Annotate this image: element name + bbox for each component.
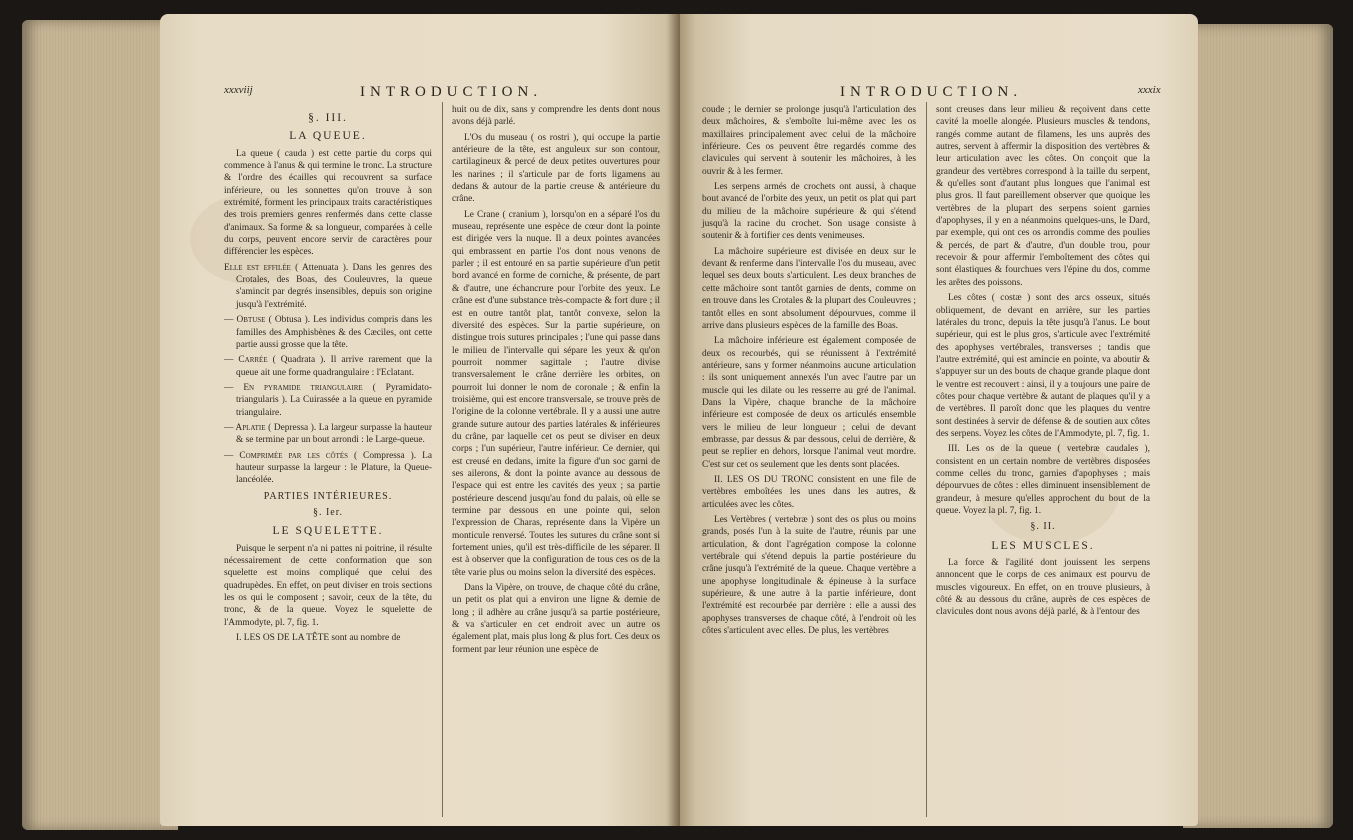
list-item: — Carrée ( Quadrata ). Il arrive rarement que la queue ait une forme quadrangulaire : l'Eclatant. (224, 355, 432, 378)
right-page-edges (1183, 24, 1333, 828)
paragraph: Les Vertèbres ( vertebræ ) sont des os plus ou moins grands, posés l'un à la suite de l'autre, réunis par une articulation, & dont l'agrégation compose la colonne vertébrale qui s'étend depuis la partie postérieure du crâne jusqu'à l'extrémité de la queue. Chaque vertèbre a une apophyse longitudinale & épineuse à la surface supérieure, & une autre à la partie inférieure, dont l'extrémité est recourbée par derrière : elle a aussi des apophyses transverses de chaque côté, à l'endroit où les côtes s'articulent avec elles. De plus, les vertèbres (702, 515, 916, 637)
paragraph: Le Crane ( cranium ), lorsqu'on en a séparé l'os du museau, représente une espèce de cœur dont la pointe est dirigée vers la nuque. Il a deux pointes avancées qui embrassent en partie l'os dont nous venons de parler ; il est entouré en sa partie supérieure d'un petit bord avancé en forme de corniche, & présente, de part & d'autre, une échancrure pour l'orbite des yeux. Le crâne est d'une substance très-compacte & fort dure ; il est en outre tantôt plat, tantôt convexe, selon la diversité des espèces. Sur la partie supérieure, on distingue trois sutures principales ; l'une qui passe dans le milieu de l'intervalle qui sépare les yeux & qu'on pourroit nommer sagittale ; l'autre divise transversalement le crâne derrière les orbites, on pourroit lui donner le nom de coronale ; & enfin la troisième, qui est encore transversale, se trouve près de l'origine de la colonne vertébrale. Il y a aussi une autre grande suture autour des parties latérales & inférieures du crâne, par laquelle cet os peut se diviser en deux corps ; l'un supérieur, l'autre inférieur. Ce dernier, qui est creusé en dedans, imite la figure d'un soc garni de ses ailerons, & dont la pointe avance au dessous de l'espace qui est entre les cavités des yeux ; sa partie postérieure descend jusqu'au fond du palais, où elle se termine par dessous en une pointe qui, selon l'expression de Charas, représente dans la Vipère un monticule renversé. Toutes les sutures du crâne sont si fortement unies, qu'il est très-difficile de les séparer. Il est à observer que la configuration de tous ces os de la tête varie plus ou moins selon la diversité des espèces. (452, 209, 660, 578)
right-page-number: xxxix (1138, 84, 1161, 96)
paragraph: I. LES OS DE LA TÊTE sont au nombre de (236, 633, 401, 644)
list-item: — Obtuse ( Obtusa ). Les individus compris dans les familles des Amphisbènes & des Cæciles, ont cette partie aussi grosse que la tête. (224, 315, 432, 350)
section-title: LA QUEUE. (289, 130, 367, 143)
paragraph: Puisque le serpent n'a ni pattes ni poitrine, il résulte nécessairement de cette conformation que son squelette est moins compliqué que celui des quadrupèdes. En effet, on peut diviser en trois sections les os qui le composent ; savoir, ceux de la tête, du tronc, & de la queue. Voyez le squelette de l'Ammodyte, pl. 7, fig. 1. (224, 543, 432, 628)
paragraph: La mâchoire inférieure est également composée de deux os recourbés, qui se réunissent à l'extrémité antérieure, sans y former néanmoins aucune articulation : ils sont uniquement annexés l'un avec l'autre par un muscle qui les dilate ou les resserre au gré de l'animal. Dans la Vipère, chaque branche de la mâchoire inférieure est composée de deux os articulés ensemble vers le milieu de leur longueur ; celui de devant embrasse, par dessus & par dessous, celui de derrière, & peut se replier en dehors, lorsque l'animal veut mordre. C'est sur cet os seulement que les dents sont placées. (702, 336, 916, 470)
column-rule (442, 102, 443, 817)
left-running-head: INTRODUCTION. (360, 84, 543, 100)
part-title: PARTIES INTÉRIEURES. (263, 490, 393, 502)
paragraph: huit ou de dix, sans y comprendre les dents dont nous avons déjà parlé. (452, 105, 660, 128)
left-column-2 (452, 104, 660, 659)
paragraph: La mâchoire supérieure est divisée en deux sur le devant & renferme dans l'intervalle l'os du museau, avec lequel ses deux bouts s'articulent. Les deux branches de cette mâchoire sont tantôt garnies de dents, comme on en trouve dans les Crotales & la plupart des Couleuvres ; tantôt elles en sont absolument dépourvues, comme il arrive dans plusieurs espèces de la famille des Boas. (702, 246, 916, 331)
section-number: §. III. (308, 112, 348, 124)
subsection-title: LES MUSCLES. (991, 539, 1095, 552)
paragraph: L'Os du museau ( os rostri ), qui occupe la partie antérieure de la tête, est anguleux sur son contour, cartilagineux & percé de deux petites ouvertures pour les narines ; il s'articule par de forts ligamens au dedans & autour de la partie creuse & antérieure du crâne. (452, 132, 660, 205)
paragraph: II. LES OS DU TRONC consistent en une file de vertèbres emboîtées les unes dans les autres, & articulées avec les côtes. (702, 474, 916, 510)
left-page-number: xxxviij (224, 84, 253, 96)
paragraph: sont creuses dans leur milieu & reçoivent dans cette cavité la moelle alongée. Plusieurs muscles & tendons, rangés comme autant de filamens, les uns auprès des autres, servent à affermir la disposition des vertèbres & leur articulation avec les côtes. On conçoit que la grandeur des vertèbres correspond à la taille du serpent, & qu'elles sont d'autant plus longues que l'animal est plus gros. Il faut pareillement observer que quoique les vertèbres de la plupart des serpens soient garnies d'apophyses, il y en a néanmoins quelques-uns, le Dard, par exemple, qui ont ces os arrondis comme des poulies & percés, de part & d'autre, d'un double trou, pour recevoir & pour affermir l'emboîtement des côtes qui sont élastiques & fourchues vers l'épine du dos, comme les arêtes des poissons. (936, 105, 1150, 288)
right-column-1 (702, 104, 916, 640)
paragraph: coude ; le dernier se prolonge jusqu'à l'articulation des deux mâchoires, & s'emboîte lui-même avec les os maxillaires principalement avec celui de la mâchoire inférieure. Ces os peuvent être regardés comme des clavicules qui servent à soutenir les mâchoires, à les ouvrir & à les fermer. (702, 105, 916, 177)
paragraph: La force & l'agilité dont jouissent les serpens annoncent que le corps de ces animaux est pourvu de muscles vigoureux. En effet, on en trouve plusieurs, à côté & au dessous du crâne, auprès de ces espèces de clavicules dont nous avons déjà parlé, & à l'entour des (936, 558, 1150, 618)
subsection-number: §. Ier. (312, 506, 344, 518)
paragraph: La queue ( cauda ) est cette partie du corps qui commence à l'anus & qui termine le tronc. La structure & l'ordre des écailles qui recouvrent sa surface inférieure, ou les sonnettes qu'on trouve à son extrémité, forment les principaux traits caractéristiques des trois premiers genres renfermés dans cette classe d'animaux. Sa forme & sa longueur, comparées à celle du corps, peuvent encore servir de caractères pour différencier les espèces. (224, 148, 432, 258)
right-column-2 (936, 104, 1150, 622)
subsection-number: §. II. (1030, 521, 1056, 533)
list-item: — En pyramide triangulaire ( Pyramidato-triangularis ). La Cuirassée a la queue en pyramide triangulaire. (224, 382, 433, 418)
list-item: Elle est effilée ( Attenuata ). Dans les genres des Crotales, des Boas, des Couleuvres, la queue s'amincit par degrés insensibles, depuis son origine jusqu'à l'extrémité. (224, 262, 432, 310)
right-running-head: INTRODUCTION. (840, 84, 1023, 100)
paragraph: Les côtes ( costæ ) sont des arcs osseux, situés obliquement, de devant en arrière, sur les parties latérales du tronc, depuis la tête jusqu'à l'anus. Le bout supérieur, qui est le plus gros, s'articule avec l'extrémité des apophyses vertébrales, transverses ; tandis que l'autre extrémité, qui est amincie en pointe, va aboutir & s'appuyer sur un des bouts de chaque grande plaque dont le ventre est recouvert : ainsi, il y a toujours une paire de côtes pour chaque vertèbre & autant de plaques qu'il y a de vertèbres. Il paroît donc que les plaques du ventre sont destinées à servir de défense & de soutien aux côtes des serpens. Voyez les côtes de l'Ammodyte, pl. 7, fig. 1. (936, 293, 1150, 439)
paragraph: Les serpens armés de crochets ont aussi, à chaque bout avancé de l'orbite des yeux, un petit os plat qui part du milieu de la mâchoire supérieure & qui s'étend jusqu'à la racine du crochet. Son usage consiste à soutenir & à fortifier ces dents venimeuses. (702, 182, 916, 242)
paragraph: Dans la Vipère, on trouve, de chaque côté du crâne, un petit os plat qui a environ une ligne & demie de long ; il adhère au crâne jusqu'à sa partie postérieure, & va s'articuler en cet endroit avec un autre os également plat, mais plus long & plus fort. Ces deux os forment par leur réunion une espèce de (452, 583, 660, 655)
left-page (160, 14, 680, 826)
left-page-edges (22, 20, 178, 830)
left-column-1 (224, 106, 432, 647)
subsection-title: LE SQUELETTE. (272, 525, 384, 538)
list-item: — Comprimée par les côtés ( Compressa ). La hauteur surpasse la largeur : le Plature, la Queue-lancéolée. (224, 450, 432, 486)
list-item: — Aplatie ( Depressa ). La largeur surpasse la hauteur & se termine par un bout arrondi : le Large-queue. (224, 422, 432, 446)
paragraph: III. Les os de la queue ( vertebræ caudales ), consistent en un certain nombre de vertèbres disposées comme celles du tronc, garnies d'apophyses ; mais dépourvues de côtes : elles diminuent insensiblement de grandeur, à mesure qu'elles approchent du bout de la queue. Voyez la pl. 7, fig. 1. (936, 444, 1150, 516)
right-page (680, 14, 1198, 826)
column-rule (926, 102, 927, 817)
